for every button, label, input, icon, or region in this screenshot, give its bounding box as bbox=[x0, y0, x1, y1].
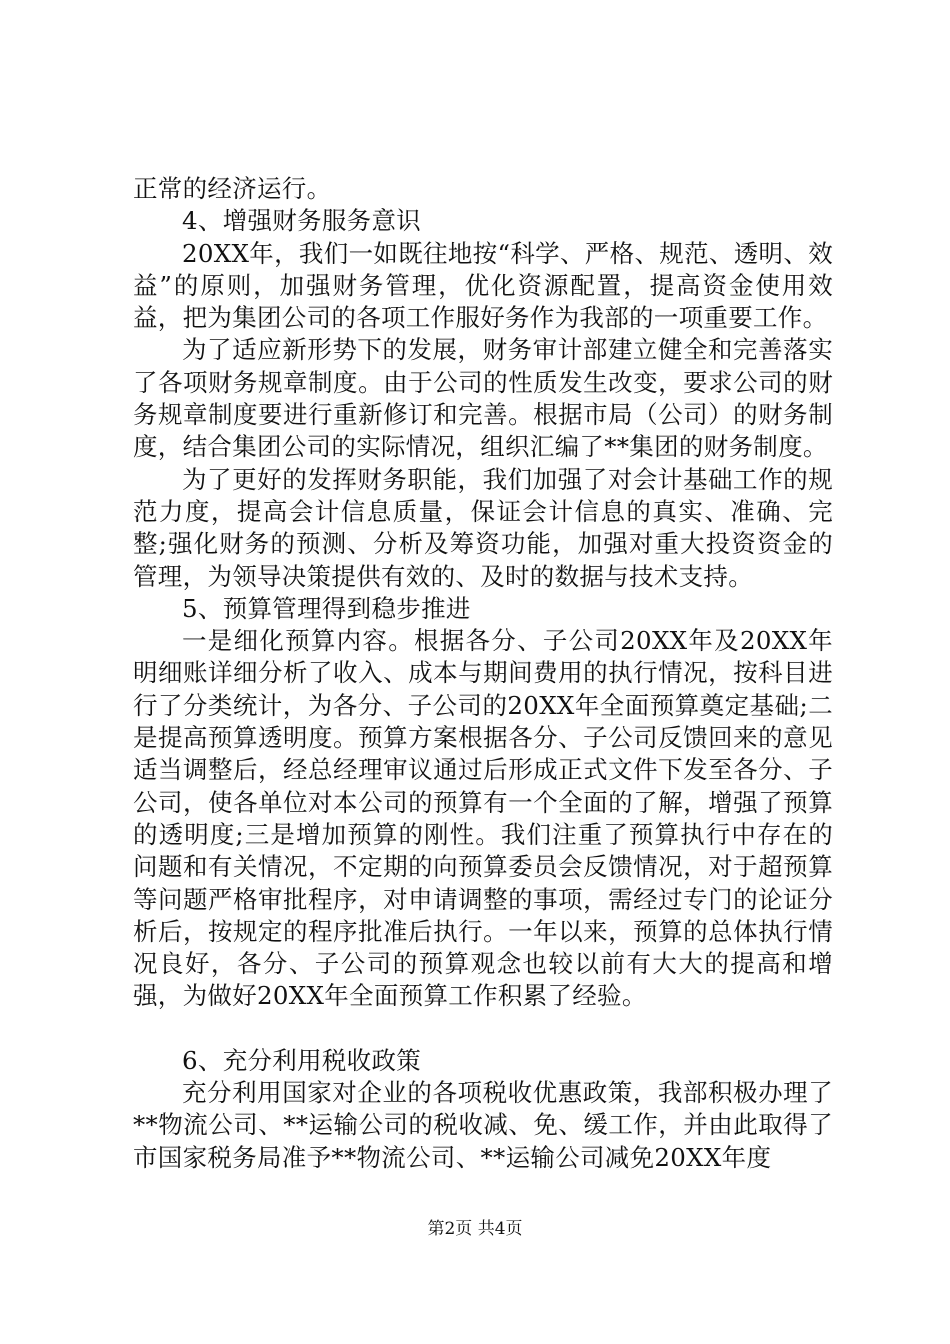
paragraph-continuation: 正常的经济运行。 bbox=[133, 174, 332, 203]
paragraph: 充分利用国家对企业的各项税收优惠政策，我部积极办理了**物流公司、**运输公司的税收减、免、缓工作，并由此取得了市国家税务局准予**物流公司、**运输公司减免20XX年度 bbox=[133, 1078, 833, 1172]
page-footer: 第2页 共4页 bbox=[427, 1219, 523, 1239]
section-heading-5: 5、预算管理得到稳步推进 bbox=[182, 593, 471, 623]
paragraph: 为了更好的发挥财务职能，我们加强了对会计基础工作的规范力度，提高会计信息质量，保证会计信息的真实、准确、完整;强化财务的预测、分析及筹资功能，加强对重大投资资金的管理，为领导决策提供有效的、及时的数据与技术支持。 bbox=[133, 464, 833, 591]
section-heading-6: 6、充分利用税收政策 bbox=[182, 1045, 422, 1075]
document-body bbox=[133, 173, 833, 1174]
paragraph-gap bbox=[133, 1013, 833, 1045]
paragraph: 一是细化预算内容。根据各分、子公司20XX年及20XX年明细账详细分析了收入、成本与期间费用的执行情况，按科目进行了分类统计，为各分、子公司的20XX年全面预算奠定基础;二是提高预算透明度。预算方案根据各分、子公司反馈回来的意见适当调整后，经总经理审议通过后形成正式文件下发至各分、子公司，使各单位对本公司的预算有一个全面的了解，增强了预算的透明度;三是增加预算的刚性。我们注重了预算执行中存在的问题和有关情况，不定期的向预算委员会反馈情况，对于超预算等问题严格审批程序，对申请调整的事项，需经过专门的论证分析后，按规定的程序批准后执行。一年以来，预算的总体执行情况良好，各分、子公司的预算观念也较以前有大大的提高和增强，为做好20XX年全面预算工作积累了经验。 bbox=[133, 626, 833, 1011]
paragraph: 20XX年，我们一如既往地按“科学、严格、规范、透明、效益”的原则，加强财务管理，优化资源配置，提高资金使用效益，把为集团公司的各项工作服好务作为我部的一项重要工作。 bbox=[133, 238, 833, 333]
paragraph: 为了适应新形势下的发展，财务审计部建立健全和完善落实了各项财务规章制度。由于公司的性质发生改变，要求公司的财务规章制度要进行重新修订和完善。根据市局（公司）的财务制度，结合集团公司的实际情况，组织汇编了**集团的财务制度。 bbox=[133, 335, 833, 462]
section-heading-4: 4、增强财务服务意识 bbox=[182, 206, 422, 236]
